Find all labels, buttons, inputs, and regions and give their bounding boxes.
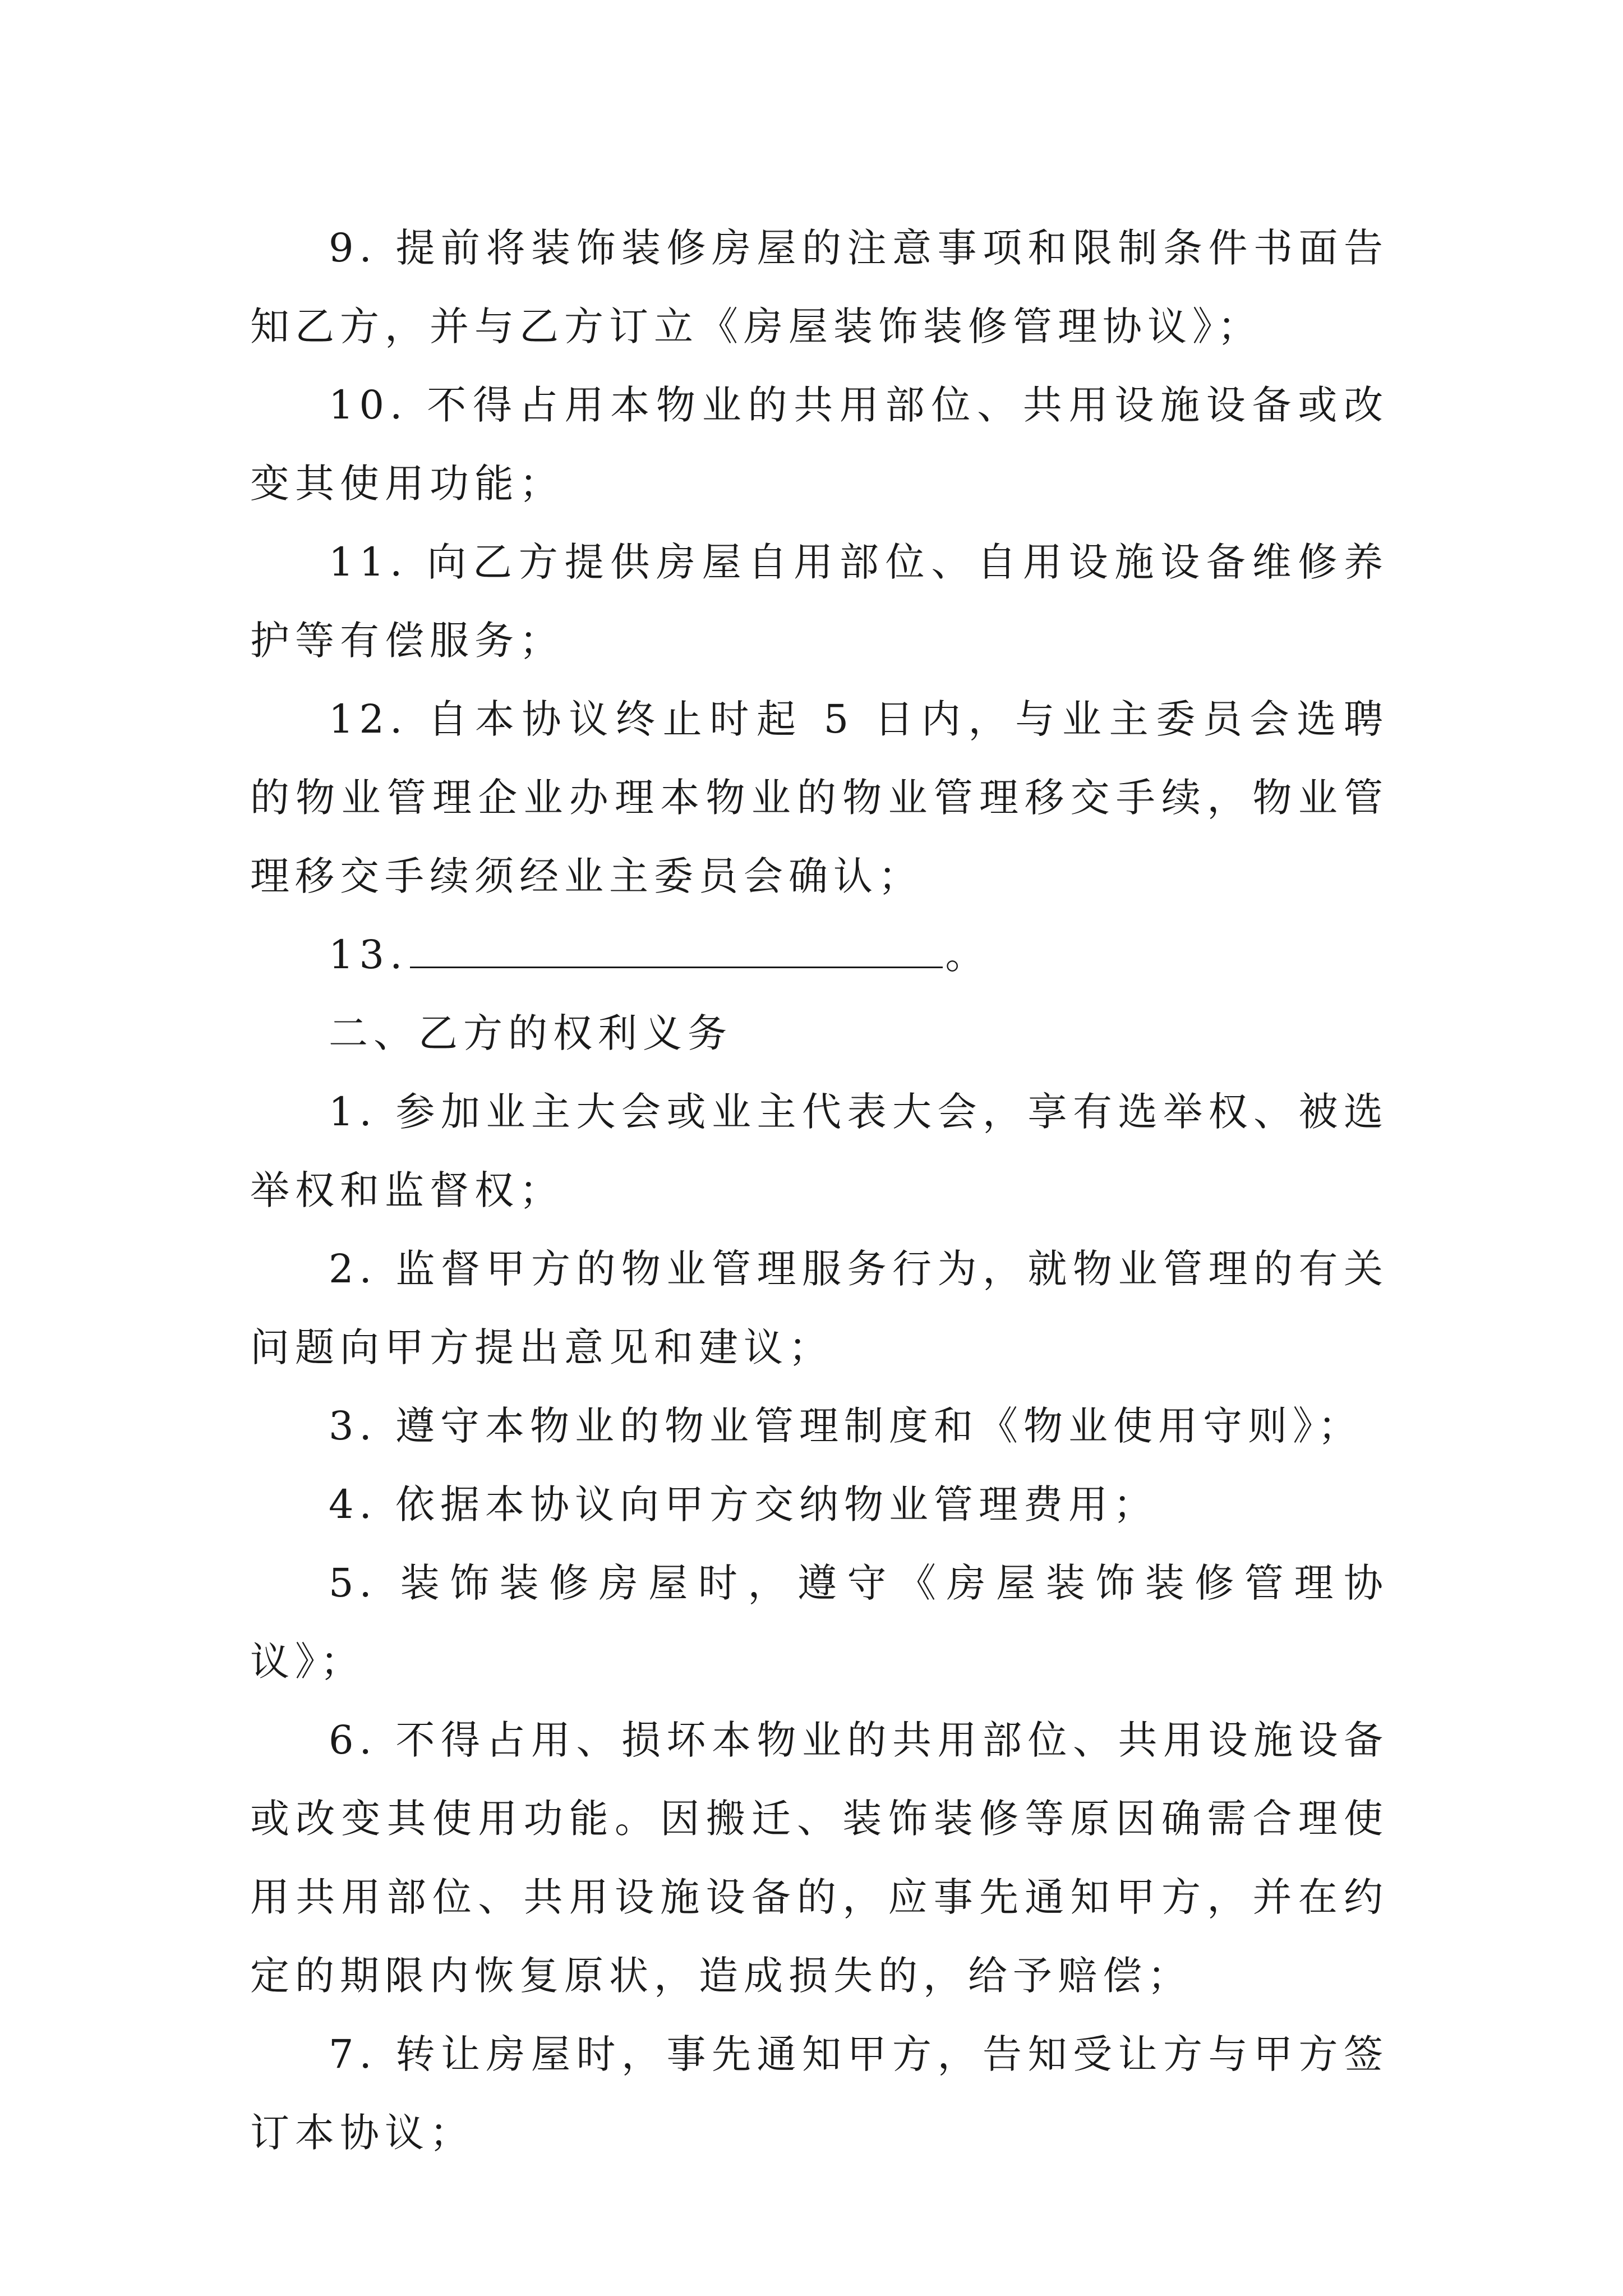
clause-9: 9. 提前将装饰装修房屋的注意事项和限制条件书面告知乙方，并与乙方订立《房屋装饰装修管理协议》； bbox=[250, 225, 1389, 349]
clause-13-end: 。 bbox=[945, 932, 990, 978]
party-b-clause-1: 1. 参加业主大会或业主代表大会，享有选举权、被选举权和监督权； bbox=[250, 1089, 1389, 1213]
clause-10: 10. 不得占用本物业的共用部位、共用设施设备或改变其使用功能； bbox=[250, 382, 1389, 507]
clause-12: 12. 自本协议终止时起 5 日内，与业主委员会选聘的物业管理企业办理本物业的物业管理移交手续，物业管理移交手续须经业主委员会确认； bbox=[250, 696, 1389, 899]
clause-13 bbox=[250, 915, 1389, 994]
clause-13-number: 13. bbox=[329, 932, 408, 978]
clause-11: 11. 向乙方提供房屋自用部位、自用设施设备维修养护等有偿服务； bbox=[250, 539, 1389, 664]
party-b-clause-3: 3. 遵守本物业的物业管理制度和《物业使用守则》； bbox=[329, 1403, 1363, 1449]
document-body bbox=[250, 209, 1389, 2172]
party-b-clause-6: 6. 不得占用、损坏本物业的共用部位、共用设施设备或改变其使用功能。因搬迁、装饰装修等原因确需合理使用共用部位、共用设施设备的，应事先通知甲方，并在约定的期限内恢复原状，造成损失的，给予赔偿； bbox=[250, 1717, 1389, 1999]
party-b-clause-4: 4. 依据本协议向甲方交纳物业管理费用； bbox=[329, 1481, 1159, 1527]
section-heading-party-b: 二、乙方的权利义务 bbox=[329, 1010, 732, 1056]
fill-in-blank[interactable] bbox=[410, 937, 943, 968]
party-b-clause-2: 2. 监督甲方的物业管理服务行为，就物业管理的有关问题向甲方提出意见和建议； bbox=[250, 1246, 1389, 1370]
party-b-clause-5: 5. 装饰装修房屋时，遵守《房屋装饰装修管理协议》； bbox=[250, 1560, 1389, 1685]
party-b-clause-7: 7. 转让房屋时，事先通知甲方，告知受让方与甲方签订本协议； bbox=[250, 2031, 1389, 2156]
